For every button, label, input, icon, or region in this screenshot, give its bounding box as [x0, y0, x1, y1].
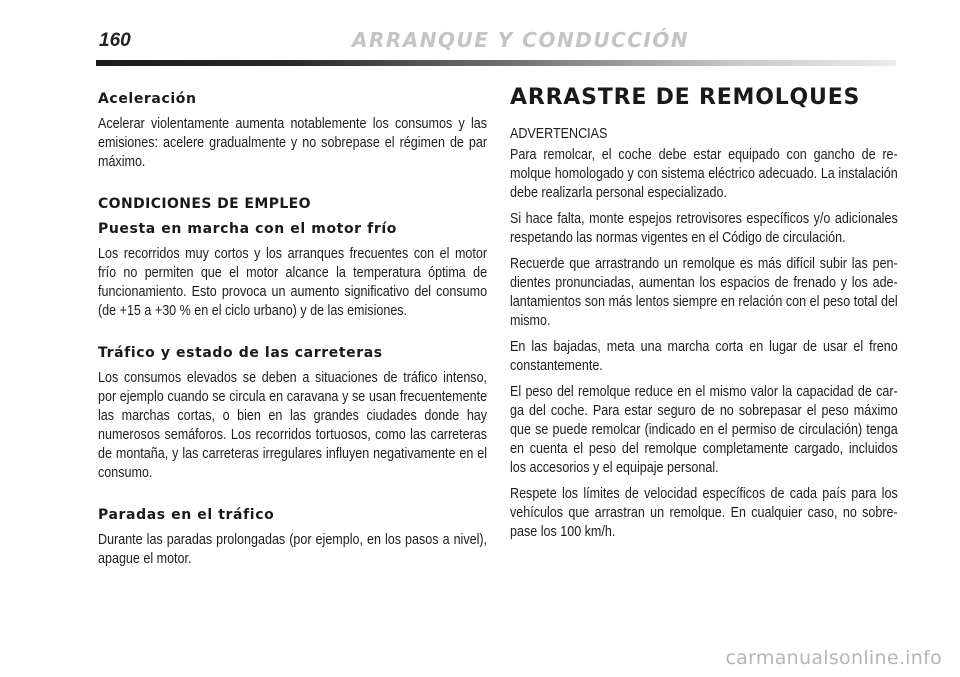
- towing-heading: ARRASTRE DE REMOLQUES: [510, 85, 861, 110]
- running-header: ARRANQUE Y CONDUCCIÓN: [352, 28, 690, 52]
- acceleration-body: Acelerar violentamente aumenta notablemente los consumos y las emisiones: acelere gradualmente y no sobrepase el régimen de par máximo.: [98, 116, 488, 170]
- cold-start-heading: Puesta en marcha con el motor frío: [98, 221, 397, 237]
- page-number: 160: [99, 30, 131, 51]
- conditions-heading: CONDICIONES DE EMPLEO: [98, 196, 311, 212]
- towing-paragraph: Recuerde que arrastrando un remolque es más difícil subir las pendientes pronunciadas, aumentan los espacios de frenado y los adelantamientos son más lentos siempre en relación con el peso total del mismo.: [510, 256, 898, 329]
- towing-paragraph: Respete los límites de velocidad específicos de cada país para los vehículos que arrastran un remolque. En cualquier caso, no sobrepase los 100 km/h.: [510, 486, 898, 540]
- warnings-label: ADVERTENCIAS: [510, 126, 608, 142]
- header-rule: [96, 60, 896, 66]
- towing-paragraph: Si hace falta, monte espejos retrovisores específicos y/o adicionales respetando las normas vigentes en el Código de circulación.: [510, 211, 898, 246]
- watermark-text: carmanualsonline.info: [725, 647, 942, 669]
- stops-body: Durante las paradas prolongadas (por ejemplo, en los pasos a nivel), apague el motor.: [98, 532, 488, 567]
- acceleration-heading: Aceleración: [98, 91, 197, 107]
- stops-heading: Paradas en el tráfico: [98, 507, 275, 523]
- right-column: [510, 85, 898, 549]
- towing-paragraph: Para remolcar, el coche debe estar equipado con gancho de remolque homologado y con sistema eléctrico adecuado. La instalación debe realizarla personal especializado.: [510, 147, 898, 201]
- traffic-heading: Tráfico y estado de las carreteras: [98, 345, 383, 361]
- left-column: [98, 90, 488, 578]
- traffic-body: Los consumos elevados se deben a situaciones de tráfico intenso, por ejemplo cuando se circula en caravana y se usan frecuentemente las marchas cortas, o bien en las grandes ciudades donde hay numerosos semáforos. Los recorridos tortuosos, como las carreteras de montaña, y las carreteras irregulares influyen negativamente en el consumo.: [98, 370, 488, 481]
- towing-paragraph: El peso del remolque reduce en el mismo valor la capacidad de carga del coche. Para estar seguro de no sobrepasar el peso máximo que se puede remolcar (indicado en el permiso de circulación) tenga en cuenta el peso del remolque completamente cargado, incluidos los accesorios y el equipaje personal.: [510, 384, 898, 476]
- towing-paragraph: En las bajadas, meta una marcha corta en lugar de usar el freno constantemente.: [510, 339, 898, 374]
- cold-start-body: Los recorridos muy cortos y los arranques frecuentes con el motor frío no permiten que el motor alcance la temperatura óptima de funcionamiento. Esto provoca un aumento significativo del consumo (de +15 a +30 % en el ciclo urbano) y de las emisiones.: [98, 246, 488, 319]
